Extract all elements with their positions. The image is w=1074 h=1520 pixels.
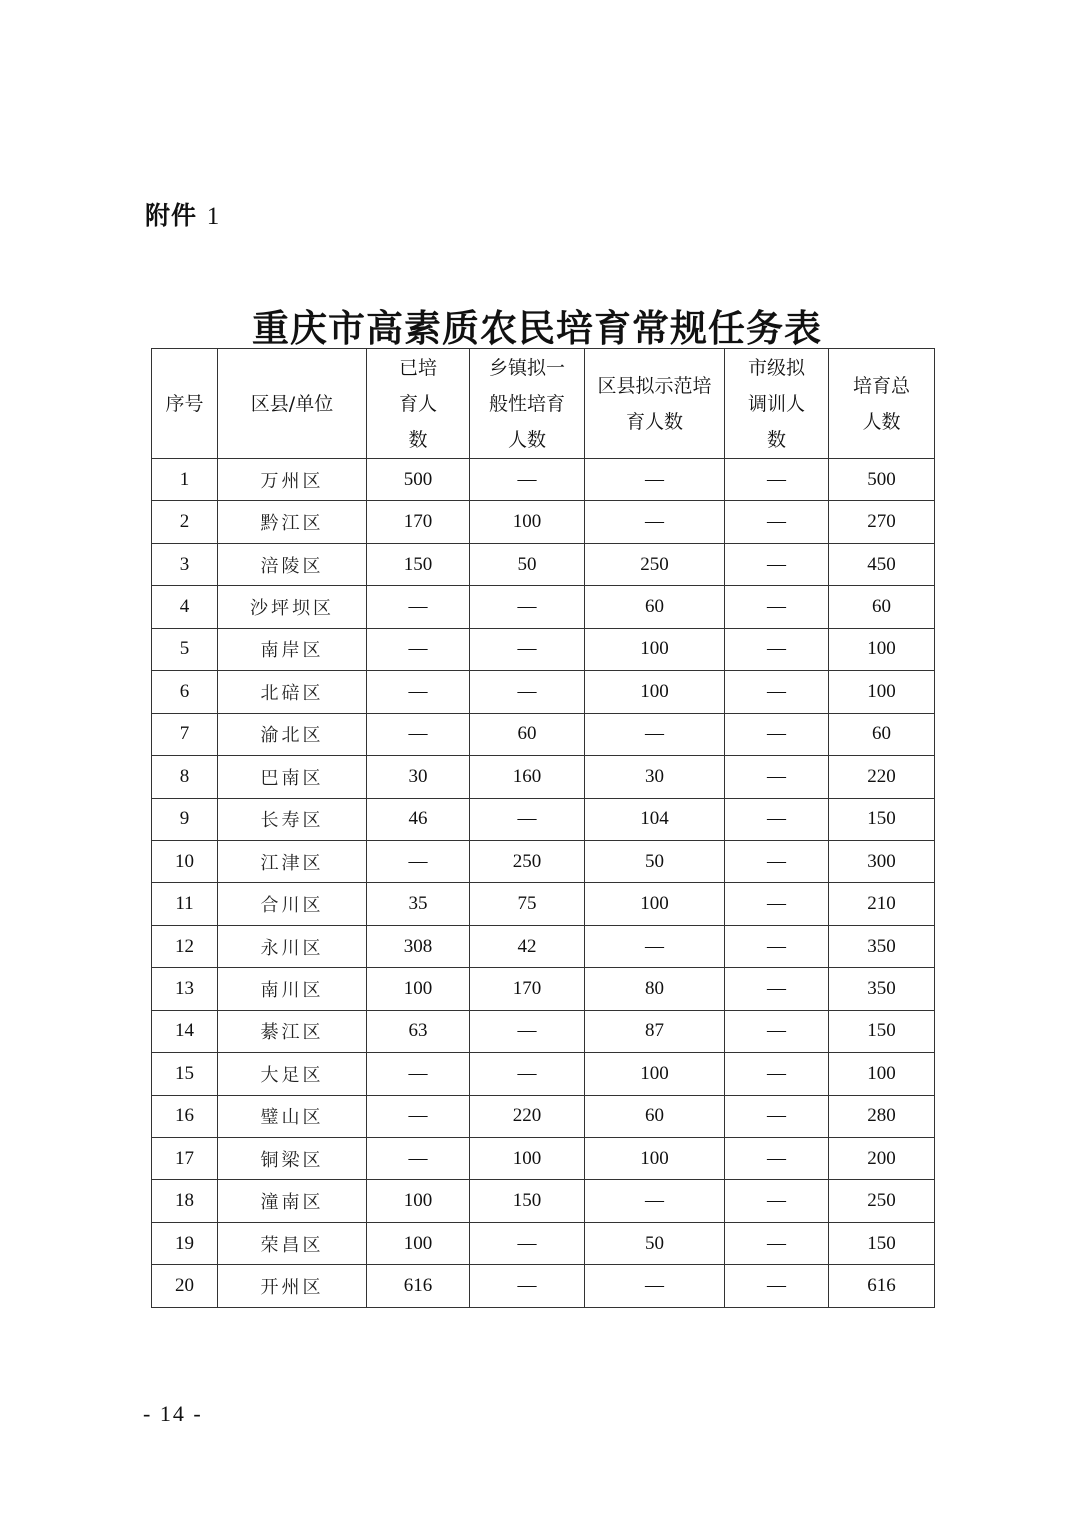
- row-unit: 南川区: [218, 968, 367, 1010]
- row-county: 250: [585, 543, 725, 585]
- header-unit: 区县/单位: [218, 349, 367, 459]
- row-city: —: [725, 840, 829, 882]
- row-city: —: [725, 798, 829, 840]
- row-total: 500: [829, 459, 935, 501]
- table-row: [152, 1265, 935, 1307]
- row-trained: 308: [367, 925, 470, 967]
- row-township: 60: [470, 713, 585, 755]
- table-row: [152, 671, 935, 713]
- row-county: —: [585, 1180, 725, 1222]
- row-city: —: [725, 1265, 829, 1307]
- row-city: —: [725, 1053, 829, 1095]
- table-row: [152, 501, 935, 543]
- row-index: 18: [152, 1180, 218, 1222]
- row-county: 100: [585, 671, 725, 713]
- table-header-row: [152, 349, 935, 459]
- row-unit: 荣昌区: [218, 1222, 367, 1264]
- row-index: 10: [152, 840, 218, 882]
- row-trained: —: [367, 586, 470, 628]
- row-township: 220: [470, 1095, 585, 1137]
- row-index: 1: [152, 459, 218, 501]
- row-index: 7: [152, 713, 218, 755]
- row-county: 104: [585, 798, 725, 840]
- row-township: —: [470, 798, 585, 840]
- row-unit: 渝北区: [218, 713, 367, 755]
- table-row: [152, 628, 935, 670]
- row-trained: 100: [367, 1222, 470, 1264]
- row-total: 200: [829, 1138, 935, 1180]
- row-index: 14: [152, 1010, 218, 1052]
- row-total: 450: [829, 543, 935, 585]
- row-index: 6: [152, 671, 218, 713]
- row-total: 350: [829, 925, 935, 967]
- row-total: 150: [829, 1222, 935, 1264]
- row-city: —: [725, 671, 829, 713]
- row-township: 150: [470, 1180, 585, 1222]
- row-county: —: [585, 459, 725, 501]
- row-index: 3: [152, 543, 218, 585]
- row-unit: 合川区: [218, 883, 367, 925]
- table-row: [152, 968, 935, 1010]
- row-county: 50: [585, 1222, 725, 1264]
- table-row: [152, 713, 935, 755]
- page-number: - 14 -: [143, 1401, 203, 1426]
- row-index: 17: [152, 1138, 218, 1180]
- row-township: 100: [470, 501, 585, 543]
- row-unit: 北碚区: [218, 671, 367, 713]
- row-unit: 綦江区: [218, 1010, 367, 1052]
- row-township: —: [470, 671, 585, 713]
- row-city: —: [725, 883, 829, 925]
- row-township: —: [470, 1010, 585, 1052]
- row-city: —: [725, 1222, 829, 1264]
- row-total: 60: [829, 713, 935, 755]
- row-index: 4: [152, 586, 218, 628]
- row-county: —: [585, 925, 725, 967]
- row-county: —: [585, 501, 725, 543]
- row-township: 50: [470, 543, 585, 585]
- row-city: —: [725, 968, 829, 1010]
- row-township: —: [470, 1265, 585, 1307]
- row-unit: 沙坪坝区: [218, 586, 367, 628]
- row-township: 160: [470, 756, 585, 798]
- row-total: 150: [829, 798, 935, 840]
- row-trained: 35: [367, 883, 470, 925]
- table-row: [152, 1095, 935, 1137]
- header-city: 市级拟调训人数: [725, 349, 829, 459]
- row-city: —: [725, 501, 829, 543]
- table-row: [152, 1010, 935, 1052]
- table-row: [152, 543, 935, 585]
- row-trained: 616: [367, 1265, 470, 1307]
- table-row: [152, 925, 935, 967]
- row-unit: 江津区: [218, 840, 367, 882]
- row-index: 11: [152, 883, 218, 925]
- row-trained: 170: [367, 501, 470, 543]
- row-unit: 万州区: [218, 459, 367, 501]
- page-title: 重庆市高素质农民培育常规任务表: [252, 306, 822, 350]
- row-unit: 潼南区: [218, 1180, 367, 1222]
- row-city: —: [725, 1138, 829, 1180]
- row-trained: 500: [367, 459, 470, 501]
- row-county: 80: [585, 968, 725, 1010]
- header-index: 序号: [152, 349, 218, 459]
- row-total: 150: [829, 1010, 935, 1052]
- row-unit: 巴南区: [218, 756, 367, 798]
- row-township: —: [470, 459, 585, 501]
- table-row: [152, 1222, 935, 1264]
- row-county: 87: [585, 1010, 725, 1052]
- row-total: 350: [829, 968, 935, 1010]
- table-row: [152, 1180, 935, 1222]
- row-city: —: [725, 628, 829, 670]
- row-county: 30: [585, 756, 725, 798]
- row-trained: 63: [367, 1010, 470, 1052]
- row-unit: 黔江区: [218, 501, 367, 543]
- row-total: 300: [829, 840, 935, 882]
- row-index: 20: [152, 1265, 218, 1307]
- row-county: 60: [585, 1095, 725, 1137]
- row-trained: —: [367, 840, 470, 882]
- row-trained: —: [367, 1095, 470, 1137]
- header-total: 培育总人数: [829, 349, 935, 459]
- header-township: 乡镇拟一般性培育人数: [470, 349, 585, 459]
- task-table: [151, 348, 935, 1308]
- table-row: [152, 883, 935, 925]
- row-trained: —: [367, 713, 470, 755]
- attachment-label: [145, 196, 220, 232]
- row-township: —: [470, 1053, 585, 1095]
- row-township: —: [470, 628, 585, 670]
- row-city: —: [725, 459, 829, 501]
- table-row: [152, 756, 935, 798]
- row-total: 270: [829, 501, 935, 543]
- row-township: 100: [470, 1138, 585, 1180]
- row-total: 60: [829, 586, 935, 628]
- table-row: [152, 1138, 935, 1180]
- row-county: 50: [585, 840, 725, 882]
- row-county: 100: [585, 1053, 725, 1095]
- row-unit: 南岸区: [218, 628, 367, 670]
- row-township: 42: [470, 925, 585, 967]
- row-trained: —: [367, 1053, 470, 1095]
- table-row: [152, 586, 935, 628]
- row-index: 9: [152, 798, 218, 840]
- row-county: —: [585, 1265, 725, 1307]
- row-total: 100: [829, 671, 935, 713]
- row-city: —: [725, 543, 829, 585]
- row-city: —: [725, 756, 829, 798]
- row-index: 12: [152, 925, 218, 967]
- row-trained: 100: [367, 968, 470, 1010]
- row-trained: 150: [367, 543, 470, 585]
- table-row: [152, 798, 935, 840]
- row-township: 250: [470, 840, 585, 882]
- row-unit: 开州区: [218, 1265, 367, 1307]
- row-county: 100: [585, 883, 725, 925]
- table-row: [152, 840, 935, 882]
- row-unit: 永川区: [218, 925, 367, 967]
- row-unit: 长寿区: [218, 798, 367, 840]
- row-trained: 46: [367, 798, 470, 840]
- row-county: 100: [585, 1138, 725, 1180]
- row-index: 8: [152, 756, 218, 798]
- row-city: —: [725, 713, 829, 755]
- row-total: 280: [829, 1095, 935, 1137]
- row-city: —: [725, 925, 829, 967]
- row-total: 220: [829, 756, 935, 798]
- row-index: 19: [152, 1222, 218, 1264]
- attachment-number: 1: [206, 203, 221, 230]
- row-county: —: [585, 713, 725, 755]
- row-township: 170: [470, 968, 585, 1010]
- row-trained: —: [367, 671, 470, 713]
- row-city: —: [725, 1095, 829, 1137]
- table-row: [152, 459, 935, 501]
- row-trained: 30: [367, 756, 470, 798]
- row-total: 100: [829, 1053, 935, 1095]
- row-index: 5: [152, 628, 218, 670]
- row-city: —: [725, 586, 829, 628]
- row-index: 15: [152, 1053, 218, 1095]
- row-index: 16: [152, 1095, 218, 1137]
- row-township: —: [470, 1222, 585, 1264]
- row-township: 75: [470, 883, 585, 925]
- row-unit: 璧山区: [218, 1095, 367, 1137]
- header-county: 区县拟示范培育人数: [585, 349, 725, 459]
- row-index: 13: [152, 968, 218, 1010]
- row-index: 2: [152, 501, 218, 543]
- row-trained: —: [367, 628, 470, 670]
- row-city: —: [725, 1010, 829, 1052]
- row-total: 616: [829, 1265, 935, 1307]
- row-county: 60: [585, 586, 725, 628]
- attachment-prefix: 附件: [145, 201, 198, 230]
- row-total: 210: [829, 883, 935, 925]
- row-unit: 涪陵区: [218, 543, 367, 585]
- row-city: —: [725, 1180, 829, 1222]
- row-trained: 100: [367, 1180, 470, 1222]
- row-county: 100: [585, 628, 725, 670]
- row-total: 100: [829, 628, 935, 670]
- row-total: 250: [829, 1180, 935, 1222]
- row-trained: —: [367, 1138, 470, 1180]
- row-unit: 铜梁区: [218, 1138, 367, 1180]
- table-row: [152, 1053, 935, 1095]
- header-trained: 已培育人数: [367, 349, 470, 459]
- table-body: [152, 459, 935, 1308]
- row-township: —: [470, 586, 585, 628]
- row-unit: 大足区: [218, 1053, 367, 1095]
